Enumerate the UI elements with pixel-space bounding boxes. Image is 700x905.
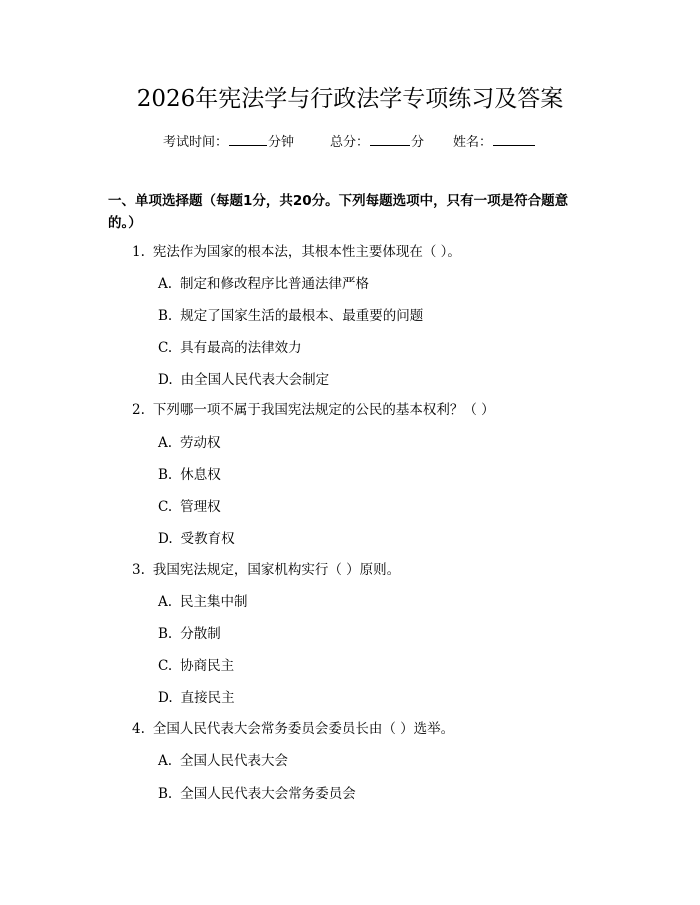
total-score-blank	[370, 131, 410, 146]
q4-option-a	[158, 751, 288, 771]
section-heading: 一、单项选择题（每题1分，共20分。下列每题选项中，只有一项是符合题意的。）	[108, 193, 569, 231]
exam-time-blank	[229, 131, 267, 146]
option-letter: C.	[158, 658, 173, 674]
option-letter: B.	[158, 786, 173, 802]
q2-option-b	[158, 465, 221, 485]
option-text: 由全国人民代表大会制定	[180, 372, 330, 388]
option-text: 管理权	[180, 499, 221, 515]
option-text: 休息权	[180, 467, 221, 483]
option-text: 分散制	[180, 626, 221, 642]
student-name-blank	[493, 131, 535, 146]
question-number: 2.	[132, 402, 145, 418]
question-number: 4.	[132, 721, 145, 737]
question-2	[132, 400, 495, 420]
total-score-unit: 分	[411, 135, 425, 150]
option-letter: A.	[158, 276, 173, 292]
student-name-label: 姓名：	[453, 135, 493, 150]
question-text: 全国人民代表大会常务委员会委员长由（ ）选举。	[152, 721, 455, 737]
option-text: 劳动权	[180, 435, 221, 451]
option-letter: A.	[158, 435, 173, 451]
q3-option-b	[158, 624, 221, 644]
q2-option-d	[158, 529, 235, 549]
q1-option-d	[158, 370, 329, 390]
q1-option-a	[158, 274, 369, 294]
option-letter: A.	[158, 753, 173, 769]
option-letter: C.	[158, 499, 173, 515]
page-title: 2026年宪法学与行政法学专项练习及答案	[136, 86, 564, 112]
q4-option-b	[158, 784, 356, 804]
q1-option-b	[158, 306, 423, 326]
option-text: 全国人民代表大会	[180, 753, 289, 769]
q3-option-c	[158, 656, 234, 676]
option-letter: D.	[158, 690, 173, 706]
q3-option-a	[158, 592, 248, 612]
question-1	[132, 242, 461, 262]
exam-time-unit: 分钟	[268, 135, 295, 150]
question-text: 下列哪一项不属于我国宪法规定的公民的基本权利？（ ）	[152, 402, 495, 418]
option-text: 全国人民代表大会常务委员会	[180, 786, 356, 802]
option-letter: B.	[158, 467, 173, 483]
exam-time-field	[163, 131, 294, 154]
option-text: 规定了国家生活的最根本、最重要的问题	[180, 308, 424, 324]
option-letter: D.	[158, 372, 173, 388]
exam-meta	[0, 131, 700, 153]
exam-time-label: 考试时间：	[163, 135, 229, 150]
question-4	[132, 719, 454, 739]
total-score-label: 总分：	[330, 135, 370, 150]
question-3	[132, 560, 400, 580]
option-text: 协商民主	[180, 658, 235, 674]
total-score-field	[330, 131, 424, 154]
option-text: 民主集中制	[180, 594, 248, 610]
option-text: 受教育权	[180, 531, 235, 547]
option-letter: B.	[158, 308, 173, 324]
option-letter: D.	[158, 531, 173, 547]
option-text: 具有最高的法律效力	[180, 340, 302, 356]
option-text: 直接民主	[180, 690, 235, 706]
question-text: 宪法作为国家的根本法，其根本性主要体现在（ ）。	[152, 244, 461, 260]
q1-option-c	[158, 338, 302, 358]
question-number: 3.	[132, 562, 145, 578]
option-text: 制定和修改程序比普通法律严格	[180, 276, 370, 292]
q2-option-c	[158, 497, 221, 517]
option-letter: B.	[158, 626, 173, 642]
q3-option-d	[158, 688, 235, 708]
option-letter: C.	[158, 340, 173, 356]
option-letter: A.	[158, 594, 173, 610]
student-name-field	[453, 131, 536, 154]
q2-option-a	[158, 433, 221, 453]
question-number: 1.	[132, 244, 145, 260]
question-text: 我国宪法规定，国家机构实行（ ）原则。	[152, 562, 401, 578]
